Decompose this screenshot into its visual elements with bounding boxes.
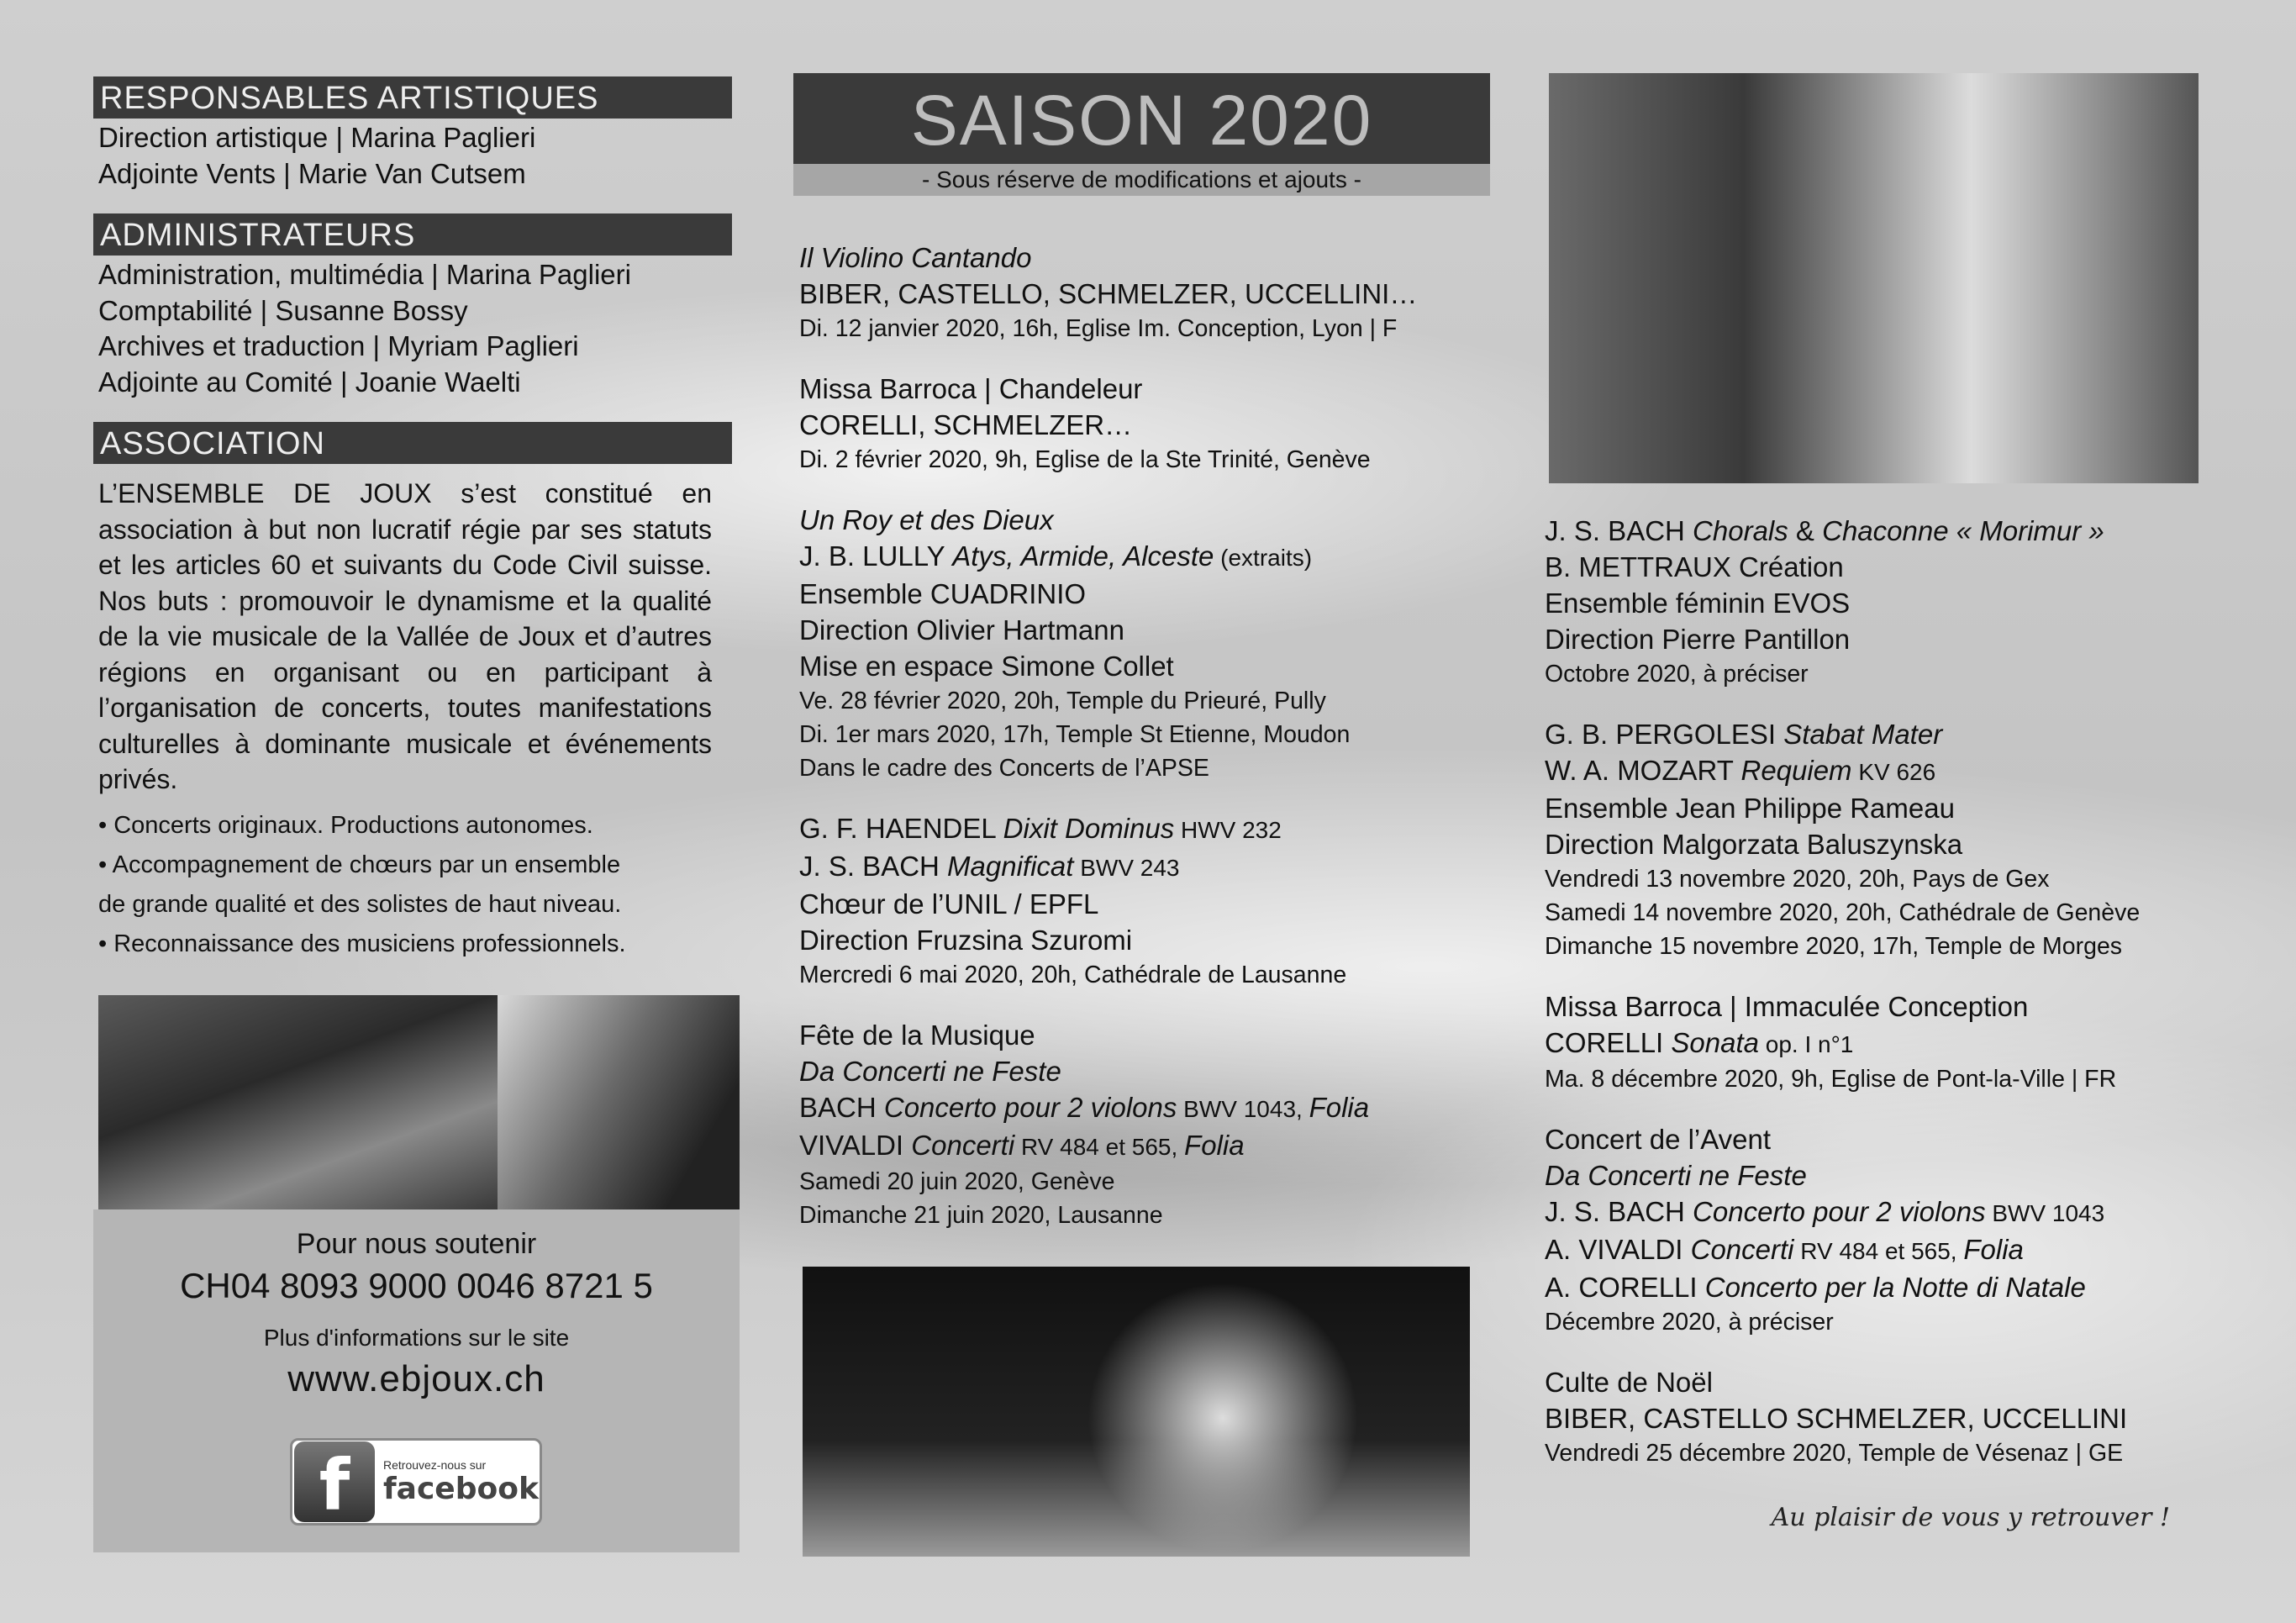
event-date [1545,930,2140,963]
event-date [1545,896,2140,930]
event [799,240,1530,345]
work-title: Atys, Armide, Alceste [952,540,1214,572]
event-text: BIBER, CASTELLO, SCHMELZER, UCCELLINI… [799,278,1418,309]
work-title: Requiem [1740,755,1852,786]
event-text: KV 626 [1851,759,1936,785]
event-line [799,810,1530,848]
event-line [1545,790,2140,826]
work-title: Chaconne « Morimur » [1822,515,2104,546]
event-text: RV 484 et 565, [1793,1238,1964,1264]
event-line [799,922,1530,958]
work-title: Da Concerti ne Feste [799,1056,1061,1087]
event-text: Vendredi 25 décembre 2020, Temple de Vésenaz | GE [1545,1440,2124,1467]
event-text: J. S. BACH [1545,1196,1693,1227]
event-text: BWV 243 [1073,855,1180,881]
facebook-caption: Retrouvez-nous sur [383,1457,487,1472]
event-text: Missa Barroca | Chandeleur [799,373,1143,404]
event-line [1545,752,2140,790]
event-text: W. A. MOZART [1545,755,1741,786]
section-header-administrateurs: ADMINISTRATEURS [93,213,732,256]
work-title: Concerto pour 2 violons [1693,1196,1986,1227]
bullet-item: • Accompagnement de chœurs par un ensemble [98,851,621,878]
event-date [799,443,1530,477]
event-text: J. S. BACH [1545,515,1693,546]
event-text: Ensemble féminin EVOS [1545,588,1851,619]
event-text: Missa Barroca | Immaculée Conception [1545,991,2029,1022]
event-text: Mise en espace Simone Collet [799,651,1174,682]
event [1545,988,2140,1096]
facebook-label: facebook [383,1471,539,1506]
event-text: (extraits) [1214,545,1313,571]
event-text: Dimanche 21 juin 2020, Lausanne [799,1202,1163,1229]
event [799,810,1530,992]
ensemble-photo-1 [98,995,498,1209]
responsables-list [98,120,535,192]
bullet-item: • Reconnaissance des musiciens professionnels. [98,930,626,957]
event-date [799,1165,1530,1199]
event-date [799,312,1530,345]
event-line [1545,513,2140,549]
event-line [799,576,1530,612]
support-box [93,1209,740,1552]
choir-photo [1549,73,2199,483]
event-date [799,1199,1530,1232]
event-line [1545,1231,2140,1269]
event-line [799,538,1530,576]
event-line [799,648,1530,684]
work-title: Il Violino Cantando [799,242,1032,273]
event-text: Ve. 28 février 2020, 20h, Temple du Prieuré, Pully [799,688,1326,714]
event-text: A. VIVALDI [1545,1234,1691,1265]
event [799,371,1530,477]
event-text: Concert de l’Avent [1545,1124,1772,1155]
event-line [1545,716,2140,752]
association-block [98,476,720,964]
event-text: Di. 1er mars 2020, 17h, Temple St Etienne, Moudon [799,721,1351,748]
event-date [1545,1305,2140,1339]
work-title: Magnificat [947,851,1074,882]
event-text: Direction Olivier Hartmann [799,614,1124,646]
association-paragraph: L’ENSEMBLE DE JOUX s’est constitué en association à but non lucratif régie par ses statuts et les articles 60 et suivants du Code Civil suisse. Nos buts : promouvoir le dynamisme et la qualité de la vie musicale de la Vallée de Joux et d’autres régions en organisant ou en participant à l’organisation de concerts, toutes manifestations culturelles à dominante musicale et événements privés. [98,478,712,794]
season-subtitle: - Sous réserve de modifications et ajouts - [793,164,1490,196]
event-date [1545,657,2140,691]
event [1545,1121,2140,1339]
event-text: G. B. PERGOLESI [1545,719,1784,750]
event-line [1545,1269,2140,1305]
event-text: Di. 2 février 2020, 9h, Eglise de la Ste Trinité, Genève [799,446,1371,473]
event-line [1545,988,2140,1025]
event-text: Direction Malgorzata Baluszynska [1545,829,1963,860]
season-title: SAISON 2020 [793,73,1490,164]
event-text: RV 484 et 565, [1014,1134,1185,1160]
facebook-icon: f [294,1441,375,1522]
event-text: J. B. LULLY [799,540,953,572]
event-date [799,718,1530,751]
event-text: A. CORELLI [1545,1272,1705,1303]
event-text: Di. 12 janvier 2020, 16h, Eglise Im. Conception, Lyon | F [799,315,1398,342]
event-line [1545,1121,2140,1157]
work-title: Folia [1963,1234,2024,1265]
center-event-list [799,240,1530,1257]
event-line [799,240,1530,276]
event-line [1545,1157,2140,1194]
event [799,502,1530,785]
info-text: Plus d'informations sur le site [263,1325,570,1351]
event-line [799,886,1530,922]
work-title: Un Roy et des Dieux [799,504,1054,535]
event-text: BACH [799,1092,884,1123]
facebook-badge[interactable] [290,1438,542,1526]
event-text: Direction Fruzsina Szuromi [799,925,1133,956]
event-text: Chœur de l’UNIL / EPFL [799,888,1099,920]
event-text: Octobre 2020, à préciser [1545,661,1809,688]
event-line [799,1089,1530,1127]
event-text: J. S. BACH [799,851,948,882]
work-title: Concerto pour 2 violons [883,1092,1177,1123]
event-text: BIBER, CASTELLO SCHMELZER, UCCELLINI [1545,1403,2128,1434]
iban: CH04 8093 9000 0046 8721 5 [180,1266,653,1305]
event-text: Ensemble Jean Philippe Rameau [1545,793,1955,824]
event-text: G. F. HAENDEL [799,813,1003,844]
event-date [1545,1436,2140,1470]
support-title: Pour nous soutenir [296,1228,537,1260]
event-date [799,684,1530,718]
work-title: Da Concerti ne Feste [1545,1160,1807,1191]
event-text: Samedi 20 juin 2020, Genève [799,1168,1115,1195]
event-line [799,407,1530,443]
event-line [799,848,1530,886]
event [1545,1364,2140,1470]
event-text: op. I n°1 [1758,1031,1854,1057]
association-bullets [98,806,720,964]
event-date [799,751,1530,785]
event-text: BWV 1043 [1985,1200,2105,1226]
event-text: VIVALDI [799,1130,912,1161]
website-link[interactable]: www.ebjoux.ch [287,1358,545,1399]
event-date [799,958,1530,992]
list-item: Adjointe au Comité | Joanie Waelti [98,366,521,398]
work-title: Concerti [911,1130,1015,1161]
event-date [1545,1062,2140,1096]
event [1545,716,2140,963]
event-text: Mercredi 6 mai 2020, 20h, Cathédrale de Lausanne [799,962,1347,988]
event-line [799,1127,1530,1165]
event-text: & [1788,515,1823,546]
work-title: Folia [1184,1130,1245,1161]
event [799,1017,1530,1232]
event-text: Culte de Noël [1545,1367,1713,1398]
event-text: Décembre 2020, à préciser [1545,1309,1834,1336]
event-line [799,1053,1530,1089]
event-text: Samedi 14 novembre 2020, 20h, Cathédrale de Genève [1545,899,2141,926]
bullet-item: de grande qualité et des solistes de haut niveau. [98,890,622,918]
list-item: Direction artistique | Marina Paglieri [98,122,536,153]
event-text: B. METTRAUX Création [1545,551,1844,582]
closing-phrase: Au plaisir de vous y retrouver ! [1771,1503,2170,1532]
event-text: Ensemble CUADRINIO [799,578,1087,609]
event-text: Ma. 8 décembre 2020, 9h, Eglise de Pont-la-Ville | FR [1545,1066,2117,1093]
event-text: Direction Pierre Pantillon [1545,624,1851,655]
event-date [1545,862,2140,896]
list-item: Administration, multimédia | Marina Paglieri [98,259,631,290]
list-item: Archives et traduction | Myriam Paglieri [98,330,579,361]
event-text: CORELLI [1545,1027,1672,1058]
event-line [799,276,1530,312]
event-line [1545,1194,2140,1231]
work-title: Stabat Mater [1783,719,1943,750]
event-text: Dans le cadre des Concerts de l’APSE [799,755,1209,782]
event [1545,513,2140,691]
work-title: Concerti [1690,1234,1794,1265]
event-line [1545,621,2140,657]
admin-list [98,257,631,400]
event-text: Dimanche 15 novembre 2020, 17h, Temple de Morges [1545,933,2123,960]
event-line [799,371,1530,407]
event-line [799,502,1530,538]
right-event-list [1545,513,2140,1495]
event-line [1545,1364,2140,1400]
work-title: Sonata [1671,1027,1759,1058]
event-line [1545,826,2140,862]
list-item: Comptabilité | Susanne Bossy [98,294,468,326]
event-text: Vendredi 13 novembre 2020, 20h, Pays de Gex [1545,866,2050,893]
performance-photo [803,1267,1470,1557]
event-text: HWV 232 [1174,817,1282,843]
work-title: Dixit Dominus [1003,813,1175,844]
work-title: Chorals [1693,515,1788,546]
bullet-item: • Concerts originaux. Productions autonomes. [98,811,593,839]
event-text: Fête de la Musique [799,1020,1035,1051]
list-item: Adjointe Vents | Marie Van Cutsem [98,157,526,189]
event-text: CORELLI, SCHMELZER… [799,409,1133,440]
section-header-responsables: RESPONSABLES ARTISTIQUES [93,76,732,119]
work-title: Concerto per la Notte di Natale [1704,1272,2086,1303]
event-line [799,612,1530,648]
event-line [1545,549,2140,585]
event-line [799,1017,1530,1053]
event-line [1545,1400,2140,1436]
event-line [1545,585,2140,621]
section-header-association: ASSOCIATION [93,422,732,464]
event-line [1545,1025,2140,1062]
ensemble-photo-2 [498,995,740,1209]
event-text: BWV 1043, [1177,1096,1309,1122]
work-title: Folia [1309,1092,1370,1123]
